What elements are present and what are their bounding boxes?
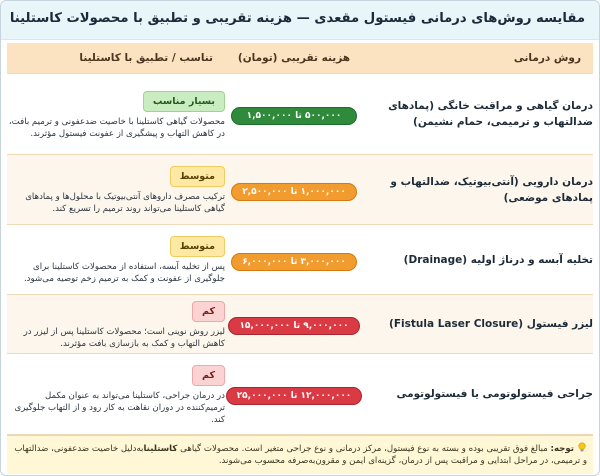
method-cell: درمان گیاهی و مراقبت خانگی (پمادهای ضدالتهاب و ترمیمی، حمام نشیمن): [363, 74, 593, 155]
header-cost: هزینه تقریبی (تومان): [225, 43, 363, 74]
fit-note: در درمان جراحی، کاستلینا می‌تواند به عنوان مکمل ترمیم‌کننده در دوران نقاهت به کار رود و از التهاب جلوگیری کند.: [14, 390, 225, 425]
fit-badge: متوسط: [170, 236, 225, 257]
lightbulb-icon: [577, 442, 587, 453]
fit-badge: کم: [192, 365, 225, 386]
method-cell: لیزر فیستول (Fistula Laser Closure): [363, 295, 593, 354]
table-row: [7, 74, 593, 155]
fit-badge: کم: [192, 301, 225, 322]
method-cell: تخلیه آبسه و درناژ اولیه (Drainage): [363, 225, 593, 295]
footer-label: توجه:: [550, 444, 574, 454]
footer-text-part2: به‌دلیل خاصیت ضدعفونی، ضدالتهاب و ترمیمی، در مراحل ابتدایی و مراقبت پس از درمان، گزینه‌ای ایمن و مقرون‌به‌صرفه محسوب می‌شوند.: [14, 444, 587, 466]
header-method: روش درمانی: [363, 43, 593, 74]
fit-badge: متوسط: [170, 166, 225, 187]
comparison-table: [7, 43, 593, 435]
cost-pill: ۵۰۰,۰۰۰ تا ۱,۵۰۰,۰۰۰: [231, 107, 357, 125]
footer-text-part1: مبالغ فوق تقریبی بوده و بسته به نوع فیستول، مرکز درمانی و نوع جراحی متغیر است. محصولات گیاهی: [180, 444, 548, 454]
header-fit: تناسب / تطبیق با کاستلینا: [7, 43, 225, 74]
footer-brand: کاستلینا: [143, 444, 178, 454]
cost-pill: ۱۲,۰۰۰,۰۰۰ تا ۲۵,۰۰۰,۰۰۰: [226, 387, 363, 405]
fit-note: پس از تخلیه آبسه، استفاده از محصولات کاستلینا برای جلوگیری از عفونت و کمک به ترمیم زخم توصیه می‌شود.: [23, 262, 225, 284]
fit-note: ترکیب مصرف داروهای آنتی‌بیوتیک با محلول‌ها و پمادهای گیاهی کاستلینا می‌تواند روند ترمیم را تسریع کند.: [25, 192, 225, 214]
method-cell: جراحی فیستولوتومی یا فیستولوتومی: [363, 354, 593, 435]
page-title: مقایسه روش‌های درمانی فیستول مقعدی — هزینه تقریبی و تطبیق با محصولات کاستلینا: [9, 11, 585, 26]
fit-note: محصولات گیاهی کاستلینا با خاصیت ضدعفونی و ترمیم بافت، در کاهش التهاب و پیشگیری از عفونت فیستول مؤثرند.: [8, 116, 225, 139]
title-bar: [1, 1, 599, 40]
fit-note: لیزر روش نوینی است؛ محصولات کاستلینا پس از لیزر در کاهش التهاب و کمک به بازسازی بافت مؤثرند.: [23, 326, 225, 349]
table-row: [7, 295, 593, 354]
table-header-row: [7, 43, 593, 74]
cost-pill: ۳,۰۰۰,۰۰۰ تا ۶,۰۰۰,۰۰۰: [231, 253, 357, 271]
table-row: [7, 354, 593, 435]
fit-badge: بسیار مناسب: [143, 91, 225, 112]
method-cell: درمان دارویی (آنتی‌بیوتیک، ضدالتهاب و پمادهای موضعی): [363, 155, 593, 225]
footer-note: [7, 435, 593, 474]
cost-pill: ۱,۰۰۰,۰۰۰ تا ۲,۵۰۰,۰۰۰: [231, 183, 357, 201]
table-row: [7, 225, 593, 295]
table-row: [7, 155, 593, 225]
cost-pill: ۹,۰۰۰,۰۰۰ تا ۱۵,۰۰۰,۰۰۰: [228, 317, 359, 335]
